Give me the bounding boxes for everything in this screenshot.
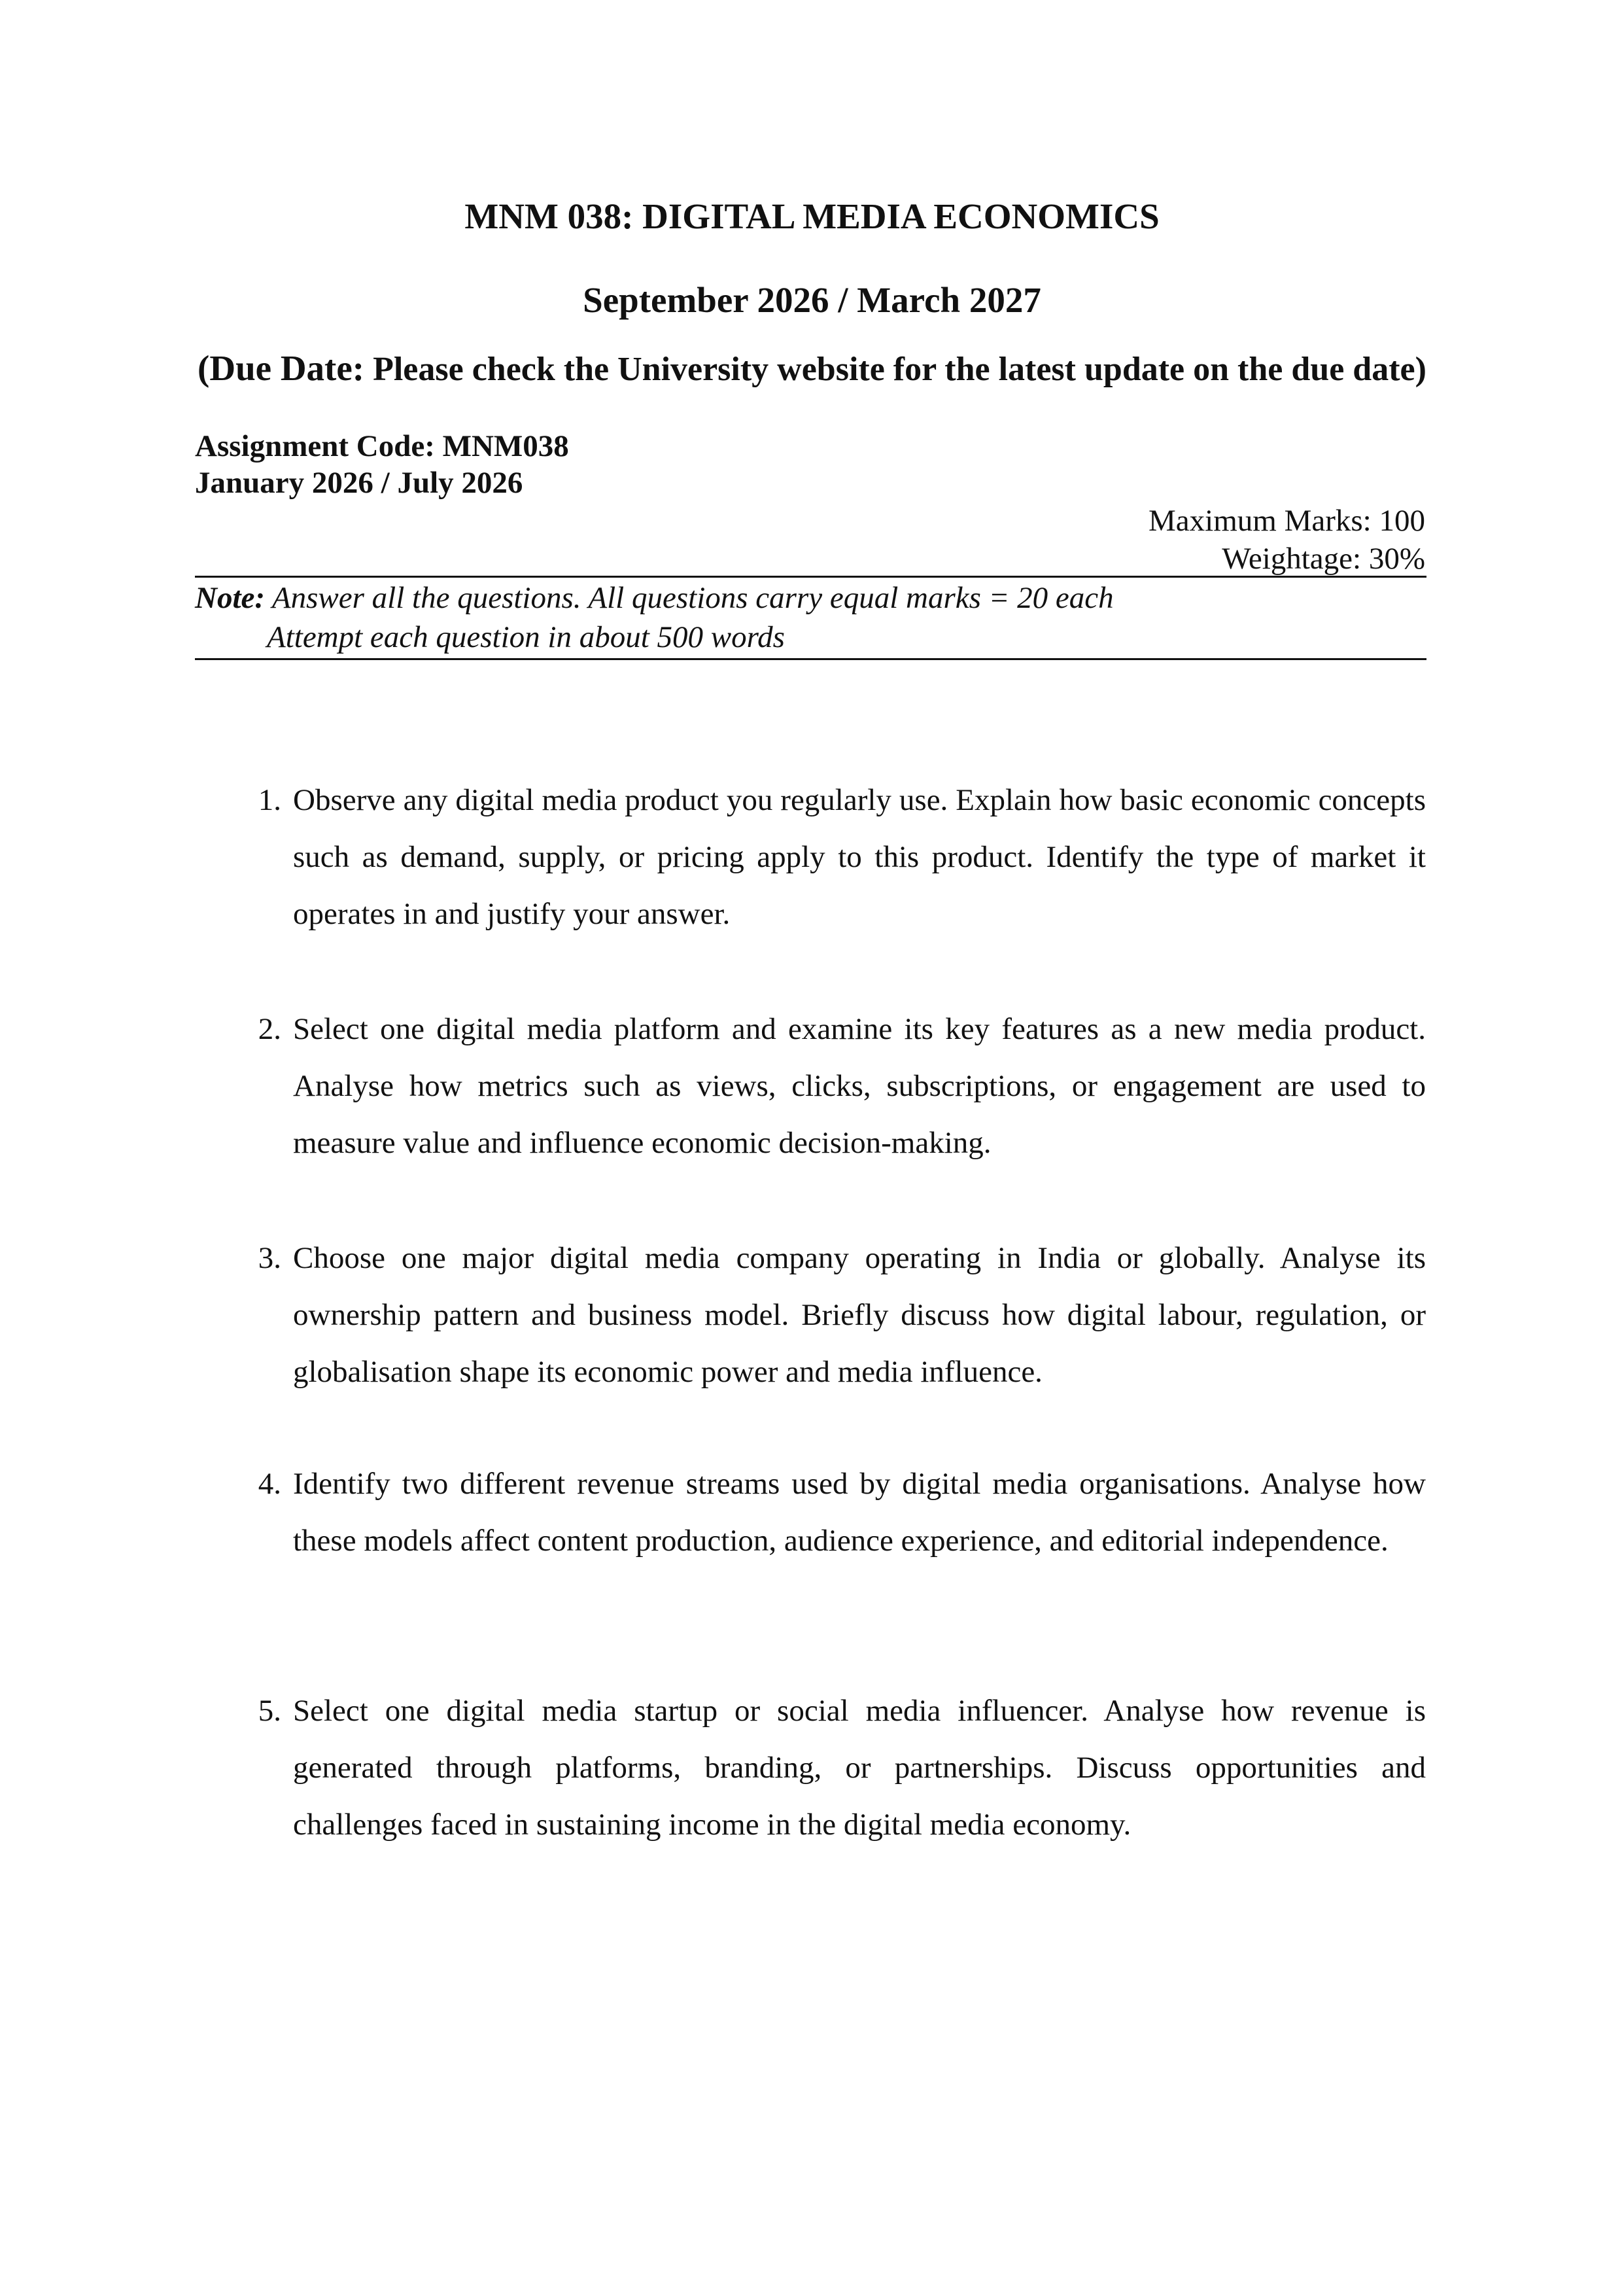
- question-number: 3.: [258, 1241, 281, 1275]
- question-1: [258, 772, 1426, 943]
- weightage: Weightage: 30%: [1222, 542, 1425, 576]
- question-text: Choose one major digital media company operating in India or globally. Analyse its ownership pattern and business model. Briefly discuss how digital labour, regulation, or globalisation shape its economic power and media influence.: [293, 1241, 1426, 1389]
- note-line-2: Attempt each question in about 500 words: [267, 620, 785, 654]
- due-date-line: [0, 345, 1624, 393]
- divider-top: [195, 576, 1426, 578]
- note-label: Note:: [195, 581, 266, 615]
- course-title: MNM 038: DIGITAL MEDIA ECONOMICS: [464, 196, 1160, 236]
- note-line-1: [195, 578, 1114, 618]
- question-number: 4.: [258, 1467, 281, 1501]
- due-date-text: Please check the University website for the latest update on the due date): [364, 351, 1426, 388]
- question-text: Identify two different revenue streams used by digital media organisations. Analyse how these models affect content production, audience experience, and editorial independence.: [293, 1467, 1426, 1558]
- due-date-prefix: (Due Date:: [198, 348, 365, 388]
- assignment-code: Assignment Code: MNM038: [195, 429, 569, 463]
- question-text: Select one digital media platform and examine its key features as a new media product. Analyse how metrics such as views, clicks, subscriptions, or engagement are used to measure value and influence economic decision-making.: [293, 1012, 1426, 1160]
- divider-bottom: [195, 658, 1426, 660]
- question-number: 2.: [258, 1012, 281, 1046]
- question-4: [258, 1456, 1426, 1569]
- question-3: [258, 1230, 1426, 1401]
- session-heading: September 2026 / March 2027: [583, 280, 1041, 320]
- question-text: Observe any digital media product you regularly use. Explain how basic economic concepts such as demand, supply, or pricing apply to this product. Identify the type of market it operates in and justify your answer.: [293, 783, 1426, 931]
- note-text-1: Answer all the questions. All questions carry equal marks = 20 each: [265, 581, 1114, 615]
- question-5: [258, 1683, 1426, 1853]
- question-text: Select one digital media startup or social media influencer. Analyse how revenue is generated through platforms, branding, or partnerships. Discuss opportunities and challenges faced in sustaining income in the digital media economy.: [293, 1694, 1426, 1842]
- assignment-session: January 2026 / July 2026: [195, 466, 523, 500]
- question-2: [258, 1001, 1426, 1172]
- question-number: 5.: [258, 1694, 281, 1728]
- question-number: 1.: [258, 783, 281, 817]
- maximum-marks: Maximum Marks: 100: [1149, 504, 1425, 538]
